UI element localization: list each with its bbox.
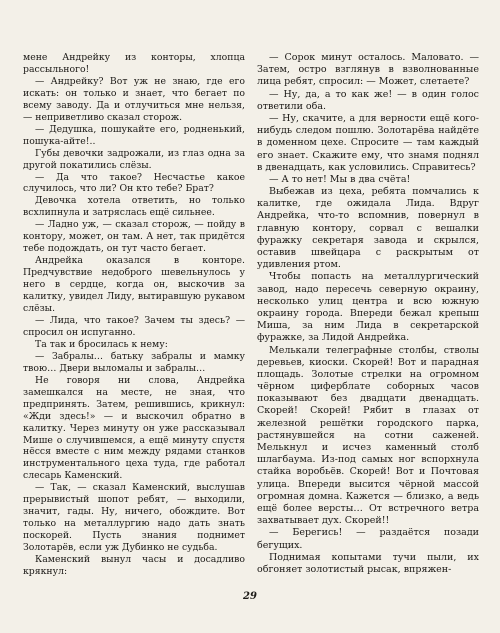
paragraph: — Дедушка, пошукайте его, родненький, пошука-айте!.. [23, 123, 245, 147]
paragraph: — Берегись! — раздаётся позади бегущих. [257, 527, 479, 551]
paragraph: — Сорок минут осталось. Маловато. — Затем, остро взглянув в взволнованные лица ребят, спросил: — Может, слетаете? [257, 52, 479, 88]
paragraph: Девочка хотела ответить, но только всхлипнула и затряслась ещё сильнее. [23, 195, 245, 219]
paragraph: Андрейка оказался в конторе. Предчувствие недоброго шевельнулось у него в сердце, когда он, выскочив за калитку, увидел Лиду, вытиравшую рукавом слёзы. [23, 255, 245, 315]
paragraph: Поднимая копытами тучи пыли, их обгоняет золотистый рысак, впряжен- [257, 551, 479, 575]
paragraph: мене Андрейку из конторы, хлопца расcыльного! [23, 52, 245, 75]
right-column [257, 52, 479, 576]
paragraph: — Лида, что такое? Зачем ты здесь? — спросил он испуганно. [23, 314, 245, 338]
paragraph: Та так и бросилась к нему: [35, 338, 168, 350]
paragraph: — Ну, да, а то как же! — в один голос ответили оба. [257, 88, 479, 112]
left-column [23, 52, 245, 578]
paragraph: Губы девочки задрожали, из глаз одна за другой покатились слёзы. [23, 147, 245, 171]
paragraph: — Ладно уж, — сказал сторож, — пойду в контору, может, он там. А нет, так придётся тебе подождать, он тут часто бегает. [23, 219, 245, 255]
page-number: 29 [243, 591, 257, 602]
paragraph: — Ну, скачите, а для верности ещё кого-нибудь следом пошлю. Золотарёва найдёте в доменном цехе. Спросите — там каждый его знает. Скажите ему, что знамя поднял в двенадцать, как условились. Справитесь? [257, 112, 479, 173]
paragraph: Не говоря ни слова, Андрейка замешкался на месте, не зная, что предпринять. Затем, решившись, крикнул: «Жди здесь!» — и выскочил обратно в калитку. Через минуту он уже рассказывал Мише о случившемся, а ещё минуту спустя нёсся вместе с ним между рядами станков инструментального цеха туда, где работал слесарь Каменский. [23, 374, 245, 482]
paragraph: — Да что такое? Несчастье какое случилось, что ли? Он кто тебе? Брат? [23, 171, 245, 195]
paragraph: Чтобы попасть на металлургический завод, надо пересечь северную окраину, несколько улиц центра и всю южную окраину города. Впереди бежал крепыш Миша, за ним Лида в секретарской фуражке, за Лидой Андрейка. [257, 271, 479, 344]
paragraph: — Забралы… батьку забралы и мамку твою… Двери выломалы и забралы… [23, 350, 245, 374]
paragraph: — Так, — сказал Каменский, выслушав прерывистый шопот ребят, — выходили, значит, гады. Ну, ничего, обождите. Вот только на металлургию надо дать знать поскорей. Пусть знания поднимет Золотарёв, если уж Дубинко не судьба. [23, 482, 245, 554]
paragraph: — Андрейку? Вот уж не знаю, где его искать: он только и знает, что бегает по всему заводу. Да и отлучиться мне нельзя, — неприветливо сказал сторож. [23, 75, 245, 123]
paragraph: — А то нет! Мы в два счёта! [269, 173, 411, 185]
paragraph: Каменский вынул часы и досадливо крякнул: [23, 554, 245, 577]
paragraph: Выбежав из цеха, ребята помчались к калитке, где ожидала Лида. Вдруг Андрейка, что-то вспомнив, повернул в главную контору, сорвал с вешалки фуражку секретаря завода и скрылся, оставив швейцара с раскрытым от удивления ртом. [257, 186, 479, 271]
paragraph: Мелькали телеграфные столбы, стволы деревьев, киоски. Скорей! Вот и парадная площадь. Золотые стрелки на огромном чёрном циферблате соборных часов показывают без двадцати двенадцать. Скорей! Скорей! Рябит в глазах от железной решётки городского парка, растянувшейся на сотни саженей. Мелькнул и исчез каменный столб шлагбаума. Из-под самых ног вспорхнула стайка воробьёв. Скорей! Вот и Почтовая улица. Впереди высится чёрной массой огромная домна. Кажется — близко, а ведь ещё более версты… От встречного ветра захватывает дух. Скорей!! [257, 344, 479, 527]
